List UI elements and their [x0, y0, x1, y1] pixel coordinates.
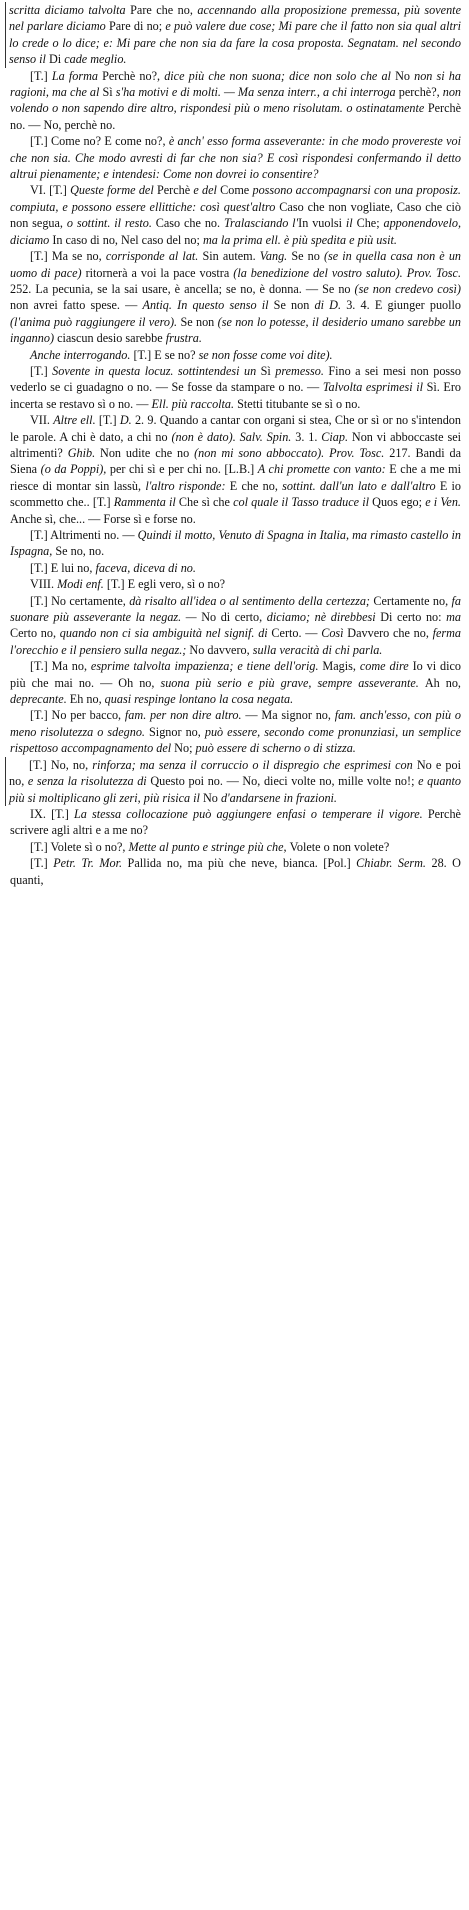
italic-run: Segnatam. nel secondo senso il [9, 35, 461, 67]
roman-run: [T.] [30, 856, 54, 871]
roman-run: Magis, [322, 659, 360, 674]
roman-run: [T.] No certamente, [30, 593, 130, 608]
italic-run: apponendovelo, diciamo [10, 216, 461, 247]
entry-paragraph [10, 707, 461, 756]
entry-paragraph [10, 527, 461, 560]
italic-run: e del [193, 183, 221, 198]
roman-run: Se no [291, 249, 324, 264]
italic-run: Mette al punto e stringe più che, [128, 839, 290, 854]
roman-run: Questo poi no. — No, dieci volte no, mille volte no!; [150, 774, 419, 789]
roman-run: Certamente no, [373, 593, 452, 608]
roman-run: ritornerà a voi la pace vostra [85, 265, 234, 280]
italic-run: suona più serio e più grave, sempre asseverante. [160, 675, 425, 690]
italic-run: sulla veracità di chi parla. [252, 642, 383, 657]
roman-run: Ah no, [424, 675, 461, 690]
italic-run: cade meglio. [64, 52, 127, 67]
roman-run: Quos ego; [372, 495, 426, 510]
roman-run: [T.] [98, 413, 120, 428]
entry-paragraph [10, 347, 461, 363]
italic-run: Tralasciando l' [223, 216, 299, 231]
italic-run: Vang. [259, 249, 292, 264]
italic-run: può essere, secondo come pronunziasi, un semplice rispettoso accompagnamento del [10, 724, 462, 756]
roman-run: No [203, 790, 221, 805]
italic-run: Rammenta il [113, 495, 179, 510]
roman-run: Certo. — [271, 626, 322, 641]
italic-run: dice più che non suona; dice non solo che al [164, 68, 396, 83]
roman-run: perchè?, [398, 85, 443, 100]
italic-run: possono accompagnarsi con una proposiz. compiuta, e possono essere ellittiche: così quest'altro [10, 183, 461, 214]
roman-run: Di certo no: [380, 610, 447, 625]
italic-run: come dire [359, 659, 413, 674]
italic-run: Ghib. [67, 445, 101, 460]
italic-run: quando non ci sia ambiguità nel signif. di [59, 626, 272, 641]
roman-run: [T.] Altrimenti no. — [30, 528, 138, 542]
italic-run: Ciap. [321, 429, 352, 444]
roman-run: VIII. [30, 577, 58, 592]
italic-run: rinforza; ma senza il corruccio o il dispregio che esprimesi con [92, 757, 417, 772]
italic-run: e quanto più si moltiplicano gli zeri, più risica il [9, 774, 462, 805]
italic-run: se non fosse come voi dite). [198, 347, 333, 362]
roman-run: 28. O quanti, [10, 856, 461, 887]
italic-run: Altre ell. [53, 413, 99, 428]
roman-run: Fino a sei mesi non posso vederlo se ci guadagno o no. — Se fosse da stampare o no. — [10, 363, 461, 395]
roman-run: 217. Bandi da Siena [10, 445, 461, 477]
roman-run: Eh no, [69, 692, 105, 707]
roman-run: Che; [356, 216, 384, 231]
roman-run: E che no, [229, 478, 283, 493]
italic-run: corrisponde al lat. [105, 249, 203, 264]
italic-run: (se in quella casa non è un uomo di pace) [10, 249, 462, 280]
italic-run: faceva, diceva di no. [95, 560, 196, 575]
roman-run: Caso che non vogliate, Caso che ciò non segua, [10, 199, 461, 231]
italic-run: (se non lo potesse, il desiderio umano sarebbe un inganno) [10, 314, 461, 346]
roman-run: Sin autem. [202, 249, 260, 264]
italic-run: deprecante. [10, 692, 70, 707]
italic-run: premesso. [275, 363, 329, 378]
roman-run: Se no, no. [55, 544, 105, 559]
roman-run: Stetti titubante se sì o no. [237, 396, 361, 411]
italic-run: dà risalto all'idea o al sentimento della certezza; [129, 593, 374, 608]
roman-run: [T.] E lui no, [30, 560, 96, 575]
roman-run: Perchè no. — No, perchè no. [10, 101, 461, 132]
roman-run: non avrei fatto spese. — [10, 298, 143, 313]
roman-run: Caso che no. [155, 216, 224, 231]
roman-run: ciascun desio sarebbe [57, 331, 166, 346]
italic-run: (non mi sono abboccato). Prov. Tosc. [194, 445, 390, 460]
roman-run: No [395, 68, 415, 83]
roman-run: Io vi dico più che mai no. — Oh no, [10, 659, 462, 690]
italic-run: Chiabr. Serm. [356, 856, 432, 871]
roman-run: E io scommetto che.. [T.] [10, 478, 462, 510]
entry-paragraph [10, 593, 461, 659]
roman-run: Anche sì, che... — Forse sì e forse no. [10, 511, 196, 526]
roman-run: Pare che no, [130, 3, 198, 17]
roman-run: Come [220, 183, 253, 198]
italic-run: Talvolta esprimesi il [322, 380, 427, 395]
roman-run: No davvero, [189, 642, 253, 657]
roman-run: Se non [180, 314, 218, 329]
italic-run: quasi respinge lontano la cosa negata. [104, 692, 294, 707]
italic-run: Così [321, 626, 348, 641]
italic-run: Ell. più raccolta. [151, 396, 238, 411]
roman-run: No e poi no, [9, 757, 461, 789]
roman-run: [T.] Volete sì o no?, [30, 839, 129, 854]
italic-run: Antiq. In questo senso il [142, 298, 274, 313]
italic-run: d'andarsene in frazioni. [220, 790, 337, 805]
roman-run: Sì [102, 85, 116, 100]
entry-paragraph [10, 412, 461, 527]
roman-run: In vuolsi [298, 216, 346, 231]
italic-run: il [345, 216, 357, 231]
italic-run: scritta diciamo talvolta [9, 3, 131, 17]
roman-run: [T.] [30, 363, 53, 378]
roman-run: [T.] Ma no, [30, 659, 91, 674]
roman-run: [T.] No, no, [29, 757, 93, 772]
italic-run: s'ha motivi e di molti. — Ma senza interr., a chi interroga [115, 85, 399, 100]
italic-run: non volendo o non sapendo dire altro, rispondesi più o meno risolutam. o ostinatamente [10, 85, 461, 116]
italic-run: (non è dato). Salv. Spin. [171, 429, 296, 444]
roman-run: [T.] Ma se no, [30, 249, 106, 264]
italic-run: Anche interrogando. [30, 347, 134, 362]
roman-run: No; [174, 741, 196, 756]
roman-run: Sì [260, 363, 276, 378]
italic-run: Sovente in questa locuz. sottintendesi un [52, 363, 261, 378]
italic-run: l'altro risponde: [145, 478, 230, 493]
roman-run: Certo no, [10, 626, 60, 641]
roman-run: E che a me mi riesce di montar sin lassù, [10, 462, 462, 493]
roman-run: Non udite che no [100, 445, 195, 460]
roman-run: per chi sì e per chi no. [L.B.] [109, 462, 258, 477]
roman-run: 2. 9. Quando a cantar con organi si stea, Che or sì or no s'intendon le parole. A chi è dato, a chi no [10, 413, 461, 444]
roman-run: Se non [273, 298, 315, 313]
roman-run: Volete o non volete? [289, 839, 390, 854]
italic-run: fa suonare più asseverante la negaz. — [10, 593, 462, 625]
entry-paragraph [10, 68, 461, 134]
roman-run: VII. [30, 413, 54, 428]
italic-run: non si ha ragioni, ma che al [10, 68, 461, 100]
italic-run: ma la prima ell. è più spedita e più usit. [202, 232, 397, 247]
italic-run: può essere di scherno o di stizza. [195, 741, 356, 756]
roman-run: 3. 1. [295, 429, 322, 444]
roman-run: — Ma signor no, [245, 708, 335, 723]
roman-run: Perchè scrivere agli altri e a me no? [10, 806, 461, 838]
italic-run: (se non credevo così) [354, 281, 461, 296]
roman-run: [T.] Come no? E come no?, [30, 134, 169, 149]
entry-paragraph [10, 576, 461, 592]
roman-run: Sì. [426, 380, 444, 395]
entry-paragraph [10, 133, 461, 182]
italic-run: ma [446, 610, 462, 625]
italic-run: di D. [314, 298, 347, 313]
roman-run: VI. [T.] [30, 183, 71, 198]
roman-run: Non vi abboccaste sei altrimenti? [10, 429, 462, 460]
italic-run: diciamo; nè direbbesi [266, 610, 381, 625]
italic-run: o sottint. il resto. [66, 216, 156, 231]
italic-run: Queste forme del [70, 183, 157, 198]
italic-run: fam. per non dire altro. [124, 708, 246, 723]
italic-run: Petr. Tr. Mor. [53, 856, 128, 871]
entry-paragraph [10, 658, 461, 707]
italic-run: La stessa collocazione può aggiungere enfasi o temperare il vigore. [73, 806, 428, 821]
italic-run: (l'anima può raggiungere il vero). [10, 314, 181, 329]
entry-paragraph [10, 560, 461, 576]
roman-run: [T.] No per bacco, [30, 708, 125, 723]
roman-run: 3. 4. E giunger puollo [346, 298, 462, 313]
italic-run: è anch' esso forma asseverante: in che modo provereste voi che non sia. Che modo avresti di far che non sia? E così rispondesi confermando il detto altrui pienamente; e intendesi: Come non dovrei io consentire? [10, 134, 461, 182]
roman-run: Ero incerta se restavo sì o no. — [10, 380, 461, 411]
italic-run: (o da Poppi), [40, 462, 110, 477]
italic-run: e i Ven. [425, 495, 461, 510]
entry-paragraph [5, 757, 461, 806]
italic-run: fam. anch'esso, con più o meno risolutezza o sdegno. [10, 708, 461, 739]
roman-run: Davvero che no, [347, 626, 433, 641]
roman-run: Perchè [156, 183, 194, 198]
italic-run: Modi enf. [57, 577, 107, 592]
entry-paragraph [10, 182, 461, 248]
italic-run: A chi promette con vanto: [257, 462, 390, 477]
entry-paragraph [10, 855, 461, 888]
roman-run: Di [48, 52, 65, 67]
entry-paragraph [10, 806, 461, 839]
entry-paragraph [10, 839, 461, 855]
entry-paragraph [10, 363, 461, 412]
entry-paragraph [5, 2, 461, 68]
italic-run: e senza la risolutezza di [27, 774, 151, 789]
roman-run: No di certo, [201, 610, 267, 625]
italic-run: frustra. [165, 331, 202, 346]
roman-run: Che sì che [178, 495, 234, 510]
italic-run: esprime talvolta impazienza; e tiene dell'orig. [90, 659, 323, 674]
roman-run: [T.] E egli vero, sì o no? [106, 577, 226, 592]
roman-run: Pare di no; [108, 19, 166, 34]
italic-run: ferma l'orecchio e il pensiero sulla negaz.; [10, 626, 462, 657]
roman-run: Signor no, [149, 724, 205, 739]
roman-run: [T.] [30, 68, 52, 83]
roman-run: Perchè no?, [102, 68, 165, 83]
italic-run: col quale il Tasso traduce il [233, 495, 373, 510]
italic-run: e può valere due cose; Mi pare che il fatto non sia qual altri lo crede o lo dice; e: Mi pare che non sia da fare la cosa proposta. [9, 19, 462, 50]
italic-run: (la benedizione del vostro saluto). Prov. Tosc. [233, 265, 462, 280]
italic-run: La forma [51, 68, 103, 83]
italic-run: D. [119, 413, 135, 428]
italic-run: accennando alla proposizione premessa, più sovente nel parlare diciamo [9, 3, 461, 34]
roman-run: IX. [T.] [30, 806, 74, 821]
entry-paragraph [10, 248, 461, 346]
roman-run: 252. La pecunia, se la sai usare, è ancella; se no, è donna. — Se no [10, 281, 355, 296]
roman-run: [T.] E se no? [133, 347, 199, 362]
italic-run: sottint. dall'un lato e dall'altro [282, 478, 440, 493]
roman-run: Pallida no, ma più che neve, bianca. [Pol.] [127, 856, 357, 871]
italic-run: Quindi il motto, Venuto di Spagna in Italia, ma rimasto castello in Ispagna, [10, 528, 461, 559]
roman-run: In caso di no, Nel caso del no; [52, 232, 203, 247]
